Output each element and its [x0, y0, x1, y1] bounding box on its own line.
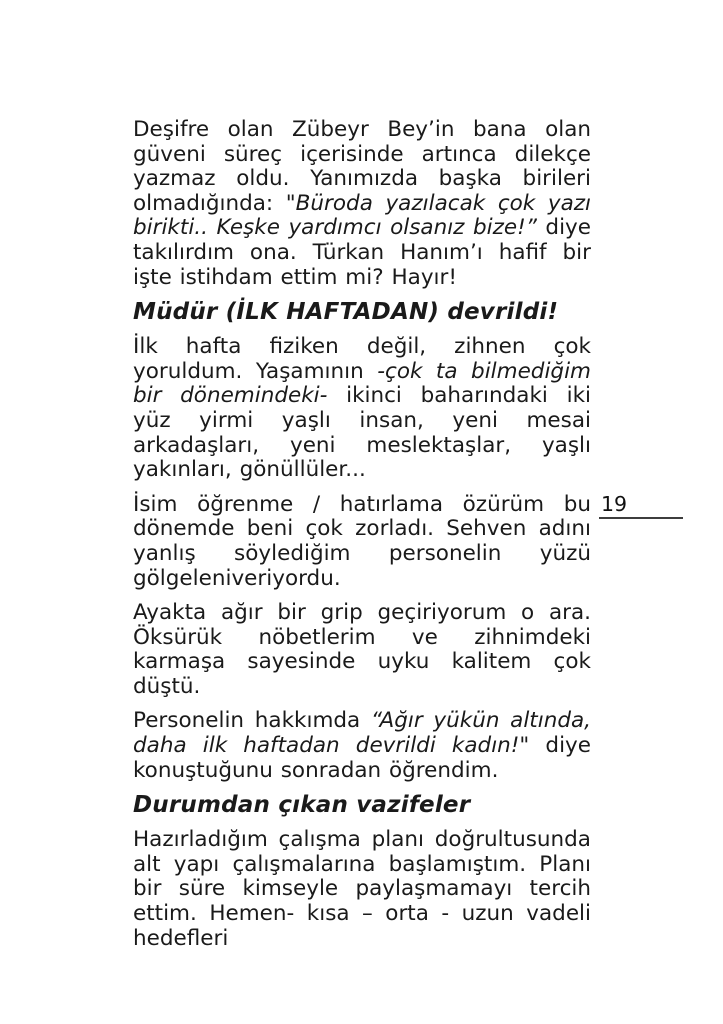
heading: [133, 793, 591, 818]
paragraph: [133, 493, 591, 591]
paragraph: [133, 601, 591, 699]
text-run-normal: İlk hafta fiziken değil, zihnen çok yoruldum. Yaşamının: [133, 334, 591, 384]
page-number: 19: [601, 492, 628, 516]
text-run-italic: "Büroda yazılacak çok yazı birikti.. Keşke yardımcı olsanız bize!”: [133, 190, 591, 241]
text-run-normal: ikinci baharındaki iki yüz yirmi yaşlı insan, yeni mesai arkadaşları, yeni meslektaşlar, yaşlı yakınları, gönüllüler...: [133, 383, 591, 483]
page-number-rule: [599, 517, 683, 519]
text-run-bold-italic: Müdür (İLK HAFTADAN) devrildi!: [133, 299, 559, 326]
text-run-italic: -çok ta bilmediğim bir dönemindeki-: [133, 358, 591, 409]
text-run-normal: İsim öğrenme / hatırlama özürüm bu dönemde beni çok zorladı. Sehven adını yanlış söylediğim personelin yüzü gölgeleniveriyordu.: [133, 491, 591, 591]
text-run-normal: diye takılırdım ona. Türkan Hanım’ı hafif bir işte istihdam ettim mi? Hayır!: [133, 215, 591, 290]
text-run-normal: Personelin hakkımda: [133, 708, 371, 734]
heading: [133, 300, 591, 325]
paragraph: [133, 828, 591, 951]
text-column: [133, 118, 591, 961]
page-number-block: [599, 492, 683, 519]
text-run-bold-italic: Durumdan çıkan vazifeler: [133, 792, 471, 819]
text-run-italic: “Ağır yükün altında, daha ilk haftadan devrildi kadın!": [133, 708, 591, 759]
text-run-normal: Deşifre olan Zübeyr Bey’in bana olan güveni süreç içerisinde artınca dilekçe yazmaz oldu. Yanımızda başka birileri olmadığında:: [133, 117, 591, 216]
paragraph: [133, 118, 591, 290]
paragraph: [133, 335, 591, 483]
paragraph: [133, 709, 591, 783]
text-run-normal: Hazırladığım çalışma planı doğrultusunda alt yapı çalışmalarına başlamıştım. Planı bir süre kimseyle paylaşmamayı tercih ettim. Hemen- kısa – orta - uzun vadeli hedefleri: [133, 827, 591, 951]
text-run-normal: diye konuştuğunu sonradan öğrendim.: [133, 733, 592, 783]
text-run-normal: Ayakta ağır bir grip geçiriyorum o ara. Öksürük nöbetlerim ve zihnimdeki karmaşa sayesinde uyku kalitem çok düştü.: [133, 600, 591, 699]
